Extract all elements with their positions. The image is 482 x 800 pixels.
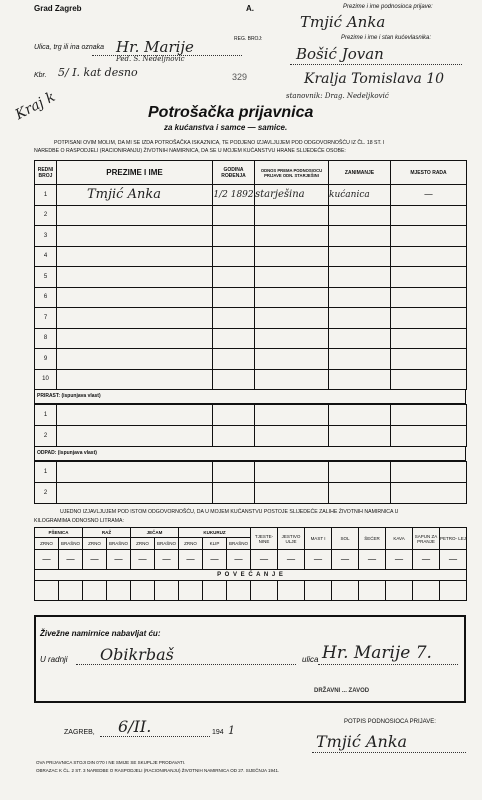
empty-cell <box>391 462 467 483</box>
single-petrolej: PETRO- LEJ <box>440 528 467 550</box>
prirast-header <box>34 390 466 404</box>
relation <box>255 226 329 247</box>
row-number: 2 <box>35 205 57 226</box>
single-kava: KAVA <box>386 528 413 550</box>
row-number: 7 <box>35 308 57 329</box>
birth-year <box>213 308 255 329</box>
person-name <box>57 246 213 267</box>
occupation <box>329 308 391 329</box>
footer-note-1: OVA PRIJAVNICA STOJI DIN 0'70 I NE SMIJE SE SKUPLJE PRODAVATI. <box>36 760 186 765</box>
street-label: Ulica, trg ili ina oznaka <box>34 44 105 51</box>
person-name <box>57 349 213 370</box>
supply-empty <box>155 581 179 601</box>
supplies-table <box>34 527 466 601</box>
supply-value: — <box>440 550 467 570</box>
signature: Tmjić Anka <box>316 732 408 751</box>
purchase-heading: Živežne namirnice nabavljat ću: <box>40 629 161 638</box>
single-sapun: SAPUN ZA PRANJE <box>413 528 440 550</box>
birth-year <box>213 349 255 370</box>
shop-value: Obikrbaš <box>100 645 174 664</box>
date-line <box>100 736 210 737</box>
supply-empty <box>179 581 203 601</box>
footer-date: 6/II. <box>118 717 152 736</box>
table-row <box>35 369 467 390</box>
sign-label: POTPIS PODNOSIOCA PRIJAVE: <box>344 719 436 725</box>
person-name <box>57 308 213 329</box>
purchase-street-value: Hr. Marije 7. <box>322 643 432 663</box>
empty-cell <box>391 405 467 426</box>
supply-empty <box>332 581 359 601</box>
stamp: DRŽAVNI ... ZAVOD <box>314 688 370 694</box>
row-number: 2 <box>35 426 57 447</box>
row-number: 6 <box>35 287 57 308</box>
table-row <box>35 287 467 308</box>
empty-cell <box>255 426 329 447</box>
supply-empty <box>227 581 251 601</box>
occupation: kućanica <box>329 185 391 206</box>
supply-value: — <box>413 550 440 570</box>
supply-empty <box>83 581 107 601</box>
row-number: 5 <box>35 267 57 288</box>
supply-value: — <box>359 550 386 570</box>
owner-address: Kralja Tomislava 10 <box>304 71 445 87</box>
occupation <box>329 328 391 349</box>
occupation <box>329 267 391 288</box>
owner-extra: stanovnik: Drag. Nedeljković <box>286 92 389 100</box>
work-place <box>391 349 467 370</box>
work-place <box>391 226 467 247</box>
empty-cell <box>57 405 213 426</box>
owner-line <box>290 64 462 65</box>
work-place <box>391 205 467 226</box>
sub-klip: KLIP <box>203 538 227 550</box>
supply-empty <box>203 581 227 601</box>
relation <box>255 267 329 288</box>
sub-brasno: BRAŠNO <box>59 538 83 550</box>
col-odnos: ODNOS PREMA PODNOSIOCU PRIJAVE ODN. STARJEŠINI <box>255 161 329 185</box>
supply-empty <box>413 581 440 601</box>
table-row <box>35 205 467 226</box>
work-place <box>391 267 467 288</box>
supplies-intro-2: KILOGRAMIMA ODNOSNO LITRAMA: <box>34 518 124 524</box>
col-ime: PREZIME I IME <box>57 161 213 185</box>
supply-empty <box>35 581 59 601</box>
work-place <box>391 246 467 267</box>
supply-empty <box>386 581 413 601</box>
intro-line-1: POTPISANI OVIM MOLIM, DA MI SE IZDA POTROŠAČKA ISKAZNICA, TE PODJENO IZJAVLJUJEM POD ODGOVORNOŠĆU IZ ČL. 18 ST. I <box>54 140 385 146</box>
supply-value: — <box>203 550 227 570</box>
single-mast: MAST I <box>305 528 332 550</box>
row-number: 1 <box>35 405 57 426</box>
relation <box>255 369 329 390</box>
street-line <box>92 55 242 56</box>
birth-year <box>213 246 255 267</box>
birth-year <box>213 205 255 226</box>
group-raz: RAŽ <box>83 528 131 538</box>
supply-empty <box>131 581 155 601</box>
person-name <box>57 287 213 308</box>
row-number: 8 <box>35 328 57 349</box>
empty-cell <box>255 462 329 483</box>
birth-year: 1/2 1892 <box>213 185 255 206</box>
empty-cell <box>329 426 391 447</box>
supply-value: — <box>83 550 107 570</box>
empty-cell <box>329 462 391 483</box>
supply-value: — <box>278 550 305 570</box>
margin-note: Kraj k <box>12 88 59 124</box>
supply-empty <box>251 581 278 601</box>
table-row <box>35 267 467 288</box>
row-number: 3 <box>35 226 57 247</box>
relation <box>255 308 329 329</box>
supplies-intro-1: UJEDNO IZJAVLJUJEM POD ISTOM ODGOVORNOŠĆU, DA U MOJEM KUĆANSTVU POSTOJE SLIJEDEĆE ZALIHE ŽIVOTNIH NAMIRNICA U <box>60 509 399 515</box>
person-name <box>57 267 213 288</box>
sub-zrno: ZRNO <box>131 538 155 550</box>
birth-year <box>213 328 255 349</box>
occupation <box>329 369 391 390</box>
group-jecam: JEČAM <box>131 528 179 538</box>
table-row <box>35 226 467 247</box>
empty-cell <box>329 405 391 426</box>
supply-empty <box>305 581 332 601</box>
supply-empty <box>59 581 83 601</box>
empty-cell <box>57 426 213 447</box>
person-name <box>57 226 213 247</box>
occupation <box>329 246 391 267</box>
form-title: Potrošačka prijavnica <box>148 104 314 121</box>
table-row <box>35 308 467 329</box>
supply-value: — <box>332 550 359 570</box>
occupation <box>329 349 391 370</box>
persons-table <box>34 160 466 504</box>
occupation <box>329 287 391 308</box>
row-number: 10 <box>35 369 57 390</box>
povecanje-label: P O V E Ć A N J E <box>35 570 467 581</box>
empty-cell <box>213 405 255 426</box>
row-number: 4 <box>35 246 57 267</box>
kbr-label: Kbr. <box>34 72 47 79</box>
supply-value: — <box>386 550 413 570</box>
work-place: — <box>391 185 467 206</box>
supply-empty <box>440 581 467 601</box>
letter-a: A. <box>246 4 254 13</box>
row-number: 1 <box>35 185 57 206</box>
empty-cell <box>255 405 329 426</box>
reg-label: REG. BROJ: <box>234 36 263 42</box>
occupation <box>329 205 391 226</box>
supply-value: — <box>251 550 278 570</box>
col-zanimanje: ZANIMANJE <box>329 161 391 185</box>
relation: starješina <box>255 185 329 206</box>
birth-year <box>213 287 255 308</box>
owner-value: Bošić Jovan <box>296 45 384 63</box>
supply-value: — <box>305 550 332 570</box>
empty-cell <box>391 426 467 447</box>
person-name <box>57 369 213 390</box>
table-row <box>35 328 467 349</box>
relation <box>255 205 329 226</box>
empty-cell <box>329 483 391 504</box>
empty-cell <box>213 462 255 483</box>
supply-empty <box>107 581 131 601</box>
supply-value: — <box>155 550 179 570</box>
supply-empty <box>278 581 305 601</box>
col-mjesto: MJESTO RADA <box>391 161 467 185</box>
odpad-header <box>34 447 466 461</box>
empty-cell <box>255 483 329 504</box>
applicant-label: Prezime i ime podnosioca prijave: <box>343 4 433 10</box>
supply-value: — <box>179 550 203 570</box>
odpad-label: ODPAD: (ispunjava vlast) <box>37 450 97 456</box>
relation <box>255 287 329 308</box>
single-secer: ŠEĆER <box>359 528 386 550</box>
work-place <box>391 287 467 308</box>
purchase-street-line <box>318 664 458 665</box>
table-row <box>35 462 467 483</box>
footer-note-2: OBRAZAC K ČL. 2 ST. 3 NAREDBE O RASPODJELI (RACIONIRANJU) ŽIVOTNIH NAMIRNICA OD 27. SIJEČNJA 1941. <box>36 768 280 773</box>
street-note: Ped. S. Nedeljnovic <box>116 55 185 63</box>
work-place <box>391 369 467 390</box>
sub-brasno: BRAŠNO <box>227 538 251 550</box>
sub-zrno: ZRNO <box>35 538 59 550</box>
col-godina: GODINA ROĐENJA <box>213 161 255 185</box>
sub-brasno: BRAŠNO <box>155 538 179 550</box>
reg-number: 329 <box>232 72 248 82</box>
row-number: 9 <box>35 349 57 370</box>
relation <box>255 246 329 267</box>
person-name: Tmjić Anka <box>57 185 213 206</box>
kbr-value: 5/ I. kat desno <box>58 66 138 79</box>
single-ulje: JESTIVO ULJE <box>278 528 305 550</box>
table-row <box>35 349 467 370</box>
relation <box>255 349 329 370</box>
sub-brasno: BRAŠNO <box>107 538 131 550</box>
supply-value: — <box>107 550 131 570</box>
person-name <box>57 328 213 349</box>
signature-line <box>312 752 466 753</box>
supply-value: — <box>59 550 83 570</box>
intro-line-2: NAREDBE O RASPODJELI (RACIONIRANJU) ŽIVOTNIH NAMIRNICA, DA SE U MOJEM KUĆANSTVU HRANE SLIJEDEĆE OSOBE: <box>34 148 346 154</box>
single-tjestenine: TJESTE- NINE <box>251 528 278 550</box>
supply-value: — <box>35 550 59 570</box>
birth-year <box>213 226 255 247</box>
footer-year-hand: 1 <box>228 724 235 737</box>
relation <box>255 328 329 349</box>
supply-empty <box>359 581 386 601</box>
sub-zrno: ZRNO <box>179 538 203 550</box>
empty-cell <box>213 483 255 504</box>
table-row <box>35 483 467 504</box>
single-sol: SOL <box>332 528 359 550</box>
row-number: 1 <box>35 462 57 483</box>
empty-cell <box>57 462 213 483</box>
work-place <box>391 308 467 329</box>
table-row <box>35 405 467 426</box>
footer-year: 194 <box>212 729 224 736</box>
col-redni-broj: REDNI BROJ <box>35 161 57 185</box>
prirast-label: PRIRAST: (ispunjava vlast) <box>37 393 101 399</box>
purchase-street-label: ulica <box>302 655 319 664</box>
shop-line <box>76 664 296 665</box>
city-label: Grad Zagreb <box>34 4 82 13</box>
empty-cell <box>213 426 255 447</box>
person-name <box>57 205 213 226</box>
birth-year <box>213 369 255 390</box>
group-psenica: PŠENICA <box>35 528 83 538</box>
empty-cell <box>391 483 467 504</box>
street-value: Hr. Marije <box>116 38 194 56</box>
owner-label: Prezime i ime i stan kućevlasnika: <box>341 35 432 41</box>
supply-value: — <box>227 550 251 570</box>
table-row <box>35 246 467 267</box>
footer-place: ZAGREB, <box>64 729 95 736</box>
purchase-box <box>34 615 466 703</box>
birth-year <box>213 267 255 288</box>
empty-cell <box>57 483 213 504</box>
supply-value: — <box>131 550 155 570</box>
shop-label: U radnji <box>40 655 68 664</box>
work-place <box>391 328 467 349</box>
occupation <box>329 226 391 247</box>
form-subtitle: za kućanstva i samce — samice. <box>164 123 288 132</box>
applicant-value: Tmjić Anka <box>300 13 386 31</box>
table-row <box>35 426 467 447</box>
sub-zrno: ZRNO <box>83 538 107 550</box>
table-row <box>35 185 467 206</box>
row-number: 2 <box>35 483 57 504</box>
group-kukuruz: KUKURUZ <box>179 528 251 538</box>
